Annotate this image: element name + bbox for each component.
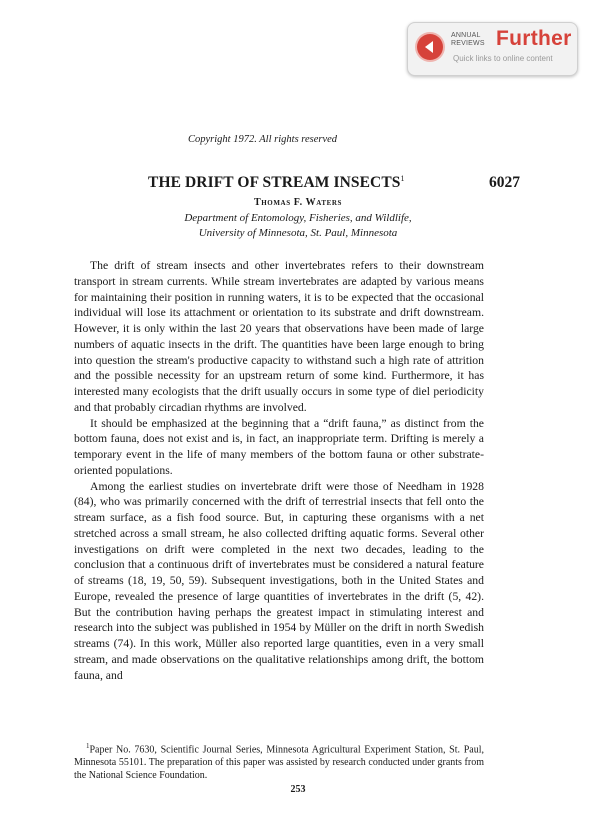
author-name: Thomas F. Waters — [253, 197, 343, 208]
footnote — [74, 740, 484, 782]
body-paragraph-1: The drift of stream insects and other invertebrates refers to their downstream transport in stream currents. While stream invertebrates are adapted by various means for maintaining their position in running waters, it is to be expected that the occasional individual will lose its attachment or orientation to its substrate and drift downstream. However, it is only within the last 20 years that observations have been made of large numbers of aquatic insects in the drift. The quantities have been large enough to bring into question the stream's productive capacity to withstand such a high rate of attrition and the possible necessity for an upstream return of some kind. Furthermore, it has interested many ecologists that the drift usually occurs in some type of diel periodicity and that probably circadian rhythms are involved. — [74, 259, 484, 414]
article-body — [74, 258, 484, 683]
title-footnote-mark: 1 — [400, 174, 405, 183]
article-number: 6027 — [489, 174, 520, 191]
annual-reviews-logo-text: ANNUAL REVIEWS — [451, 32, 485, 47]
footnote-mark: 1 — [86, 742, 90, 750]
further-links-badge[interactable] — [407, 22, 578, 76]
further-wordmark: Further — [496, 27, 572, 50]
further-subtitle: Quick links to online content — [453, 54, 553, 63]
further-arrow-icon — [417, 34, 443, 60]
page-number: 253 — [290, 784, 306, 795]
footnote-text: Paper No. 7630, Scientific Journal Series, Minnesota Agricultural Experiment Station, St. Paul, Minnesota 55101. The preparation of this paper was assisted by research conducted under grants from the National Science Foundation. — [74, 744, 484, 782]
article-title-text: THE DRIFT OF STREAM INSECTS — [148, 174, 401, 191]
affiliation-line-1: Department of Entomology, Fisheries, and Wildlife, — [184, 212, 412, 224]
affiliation-line-2: University of Minnesota, St. Paul, Minnesota — [198, 227, 398, 239]
body-paragraph-3: Among the earliest studies on invertebrate drift were those of Needham in 1928 (84), who was primarily concerned with the drift of terrestrial insects that fell onto the stream surface, as a fish food source. But, in capturing these organisms with a net stretched across a small stream, he also collected drifting aquatic forms. Several other investigations on drift were completed in the next two decades, leading to the conclusion that a continuous drift of invertebrates must be considered a natural feature of streams (18, 19, 50, 59). Subsequent investigations, both in the United States and Europe, revealed the presence of large quantities of invertebrates in the drift (5, 42). But the contribution having perhaps the greatest impact in stimulating interest and research into the subject was published in 1954 by Müller on the drift in north Swedish streams (74). In this work, Müller also reported large quantities, even in a very small stream, and made observations on the qualitative relationships among drift, the bottom fauna, and — [74, 479, 484, 682]
body-paragraph-2: It should be emphasized at the beginning that a “drift fauna,” as distinct from the bottom fauna, does not exist and is, in fact, an inappropriate term. Drifting is merely a temporary event in the life of many members of the bottom fauna or other substrate-oriented populations. — [74, 416, 484, 477]
article-title — [148, 174, 405, 192]
copyright-line: Copyright 1972. All rights reserved — [188, 134, 338, 145]
